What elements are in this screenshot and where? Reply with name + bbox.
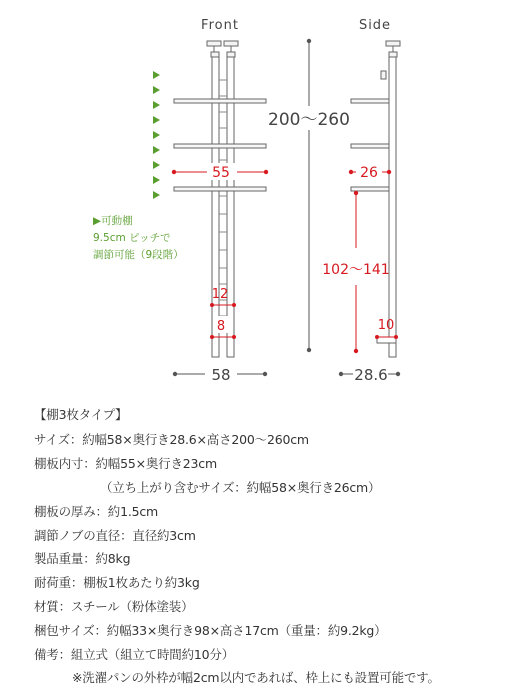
side-foot	[377, 337, 396, 343]
height-label: 200～260	[268, 110, 350, 130]
side-view-label: Side	[358, 18, 392, 33]
top-adjuster-icon	[207, 41, 238, 57]
spec-size: サイズ：約幅58×奥行き28.6×高さ200～260cm	[34, 432, 309, 447]
spec-remarks: 備考：組立式（組立て時間約10分）	[34, 647, 235, 662]
front-view-label: Front	[201, 18, 239, 33]
height-dimension	[271, 39, 349, 352]
spec-load: 耐荷重：棚板1枚あたり約3kg	[34, 575, 200, 590]
outer-width-label: 58	[211, 366, 231, 384]
inner-depth-label: 26	[360, 165, 378, 181]
lower-height-label: 102～141	[322, 262, 390, 278]
inner-width-label: 55	[212, 165, 230, 181]
spec-material: 材質：スチール（粉体塗装）	[34, 599, 194, 614]
spec-inner: 棚板内寸：約幅55×奥行き23cm	[34, 456, 217, 471]
spec-heading: 【棚3枚タイプ】	[34, 407, 128, 422]
outer-depth-label: 28.6	[354, 366, 388, 384]
adjustable-level-arrows	[153, 71, 160, 199]
dim-12-label: 12	[211, 287, 229, 302]
dim-10-label: 10	[377, 318, 395, 333]
adjustable-shelf-pitch: 9.5cm ピッチで	[93, 232, 171, 244]
dim-8-label: 8	[216, 319, 226, 334]
spec-package: 梱包サイズ：約幅33×奥行き98×高さ17cm（重量：約9.2kg）	[34, 623, 387, 638]
spec-weight: 製品重量：約8kg	[34, 551, 131, 566]
adjustable-shelf-title: ▶可動棚	[93, 215, 133, 227]
adjustable-shelf-levels: 調節可能（9段階）	[93, 249, 184, 261]
spec-note: ※洗濯パンの外枠が幅2cm以内であれば、枠上にも設置可能です。	[72, 670, 440, 685]
spec-inner-sub: （立ち上がり含むサイズ：約幅58×奥行き26cm）	[100, 480, 381, 495]
side-pole	[389, 57, 396, 357]
spec-thickness: 棚板の厚み：約1.5cm	[34, 504, 159, 519]
spec-knob: 調節ノブの直径：直径約3cm	[34, 528, 196, 543]
